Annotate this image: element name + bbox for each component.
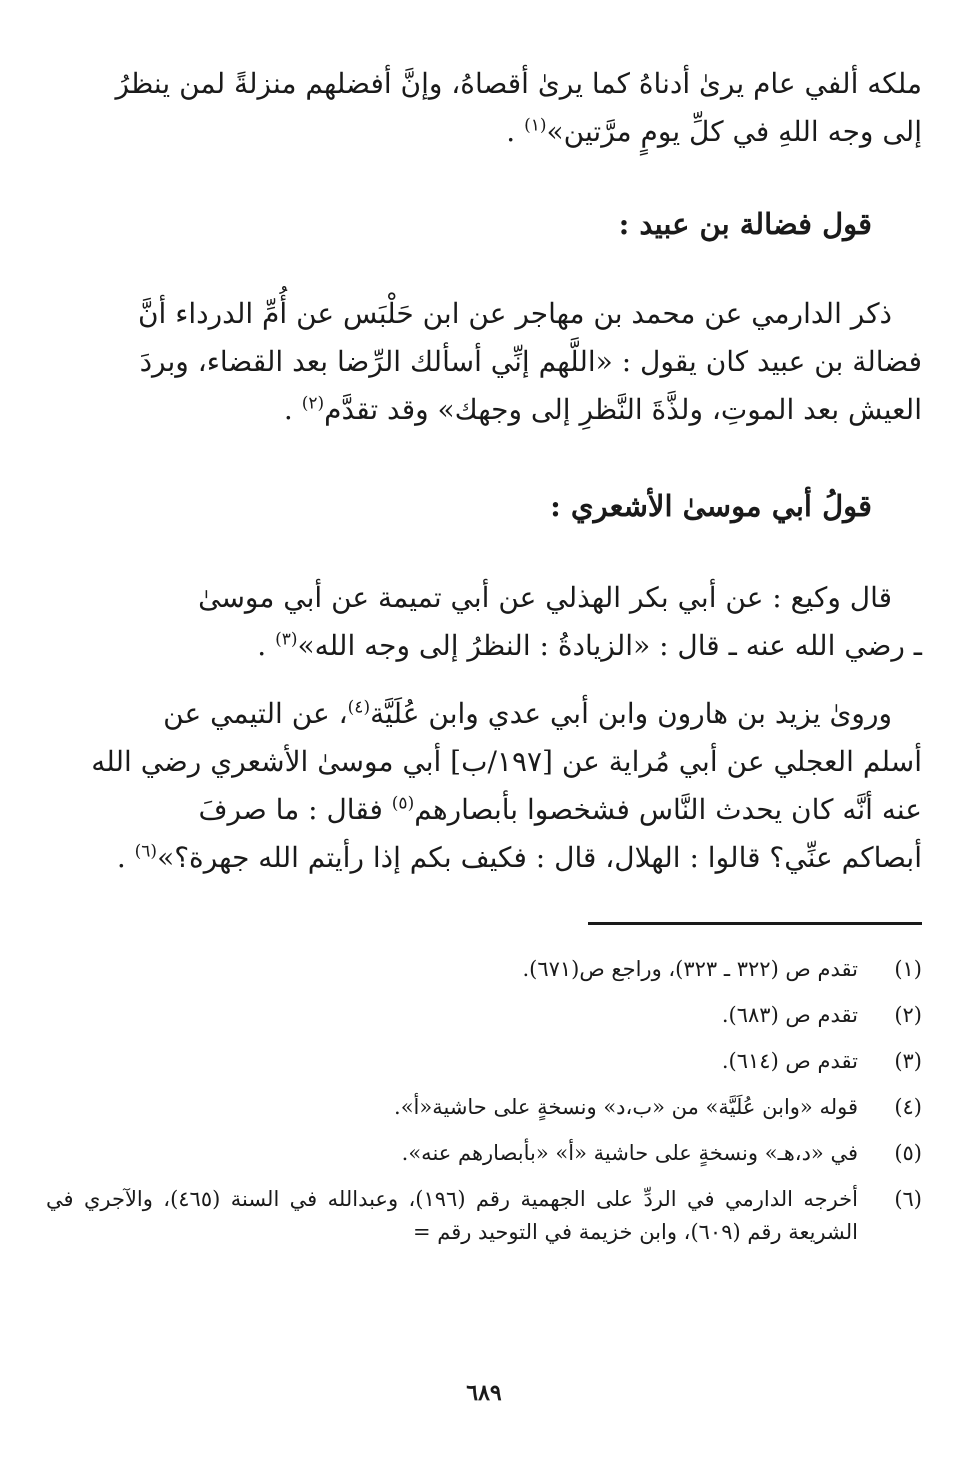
footnote-ref-2[interactable]: (٢): [301, 393, 325, 414]
paragraph-4-line-4: أبصاكم عنِّي؟ قالوا : الهلال، قال : فكيف بكم إذا رأيتم الله جهرة؟»: [157, 841, 922, 874]
paragraph-3-line-1: قال وكيع : عن أبي بكر الهذلي عن أبي تميمة عن أبي موسىٰ: [198, 581, 892, 614]
footnote-number: (٢): [894, 1003, 922, 1027]
footnote-5: [46, 1137, 922, 1170]
footnote-text: تقدم ص (٣٢٢ ـ ٣٢٣)، وراجع ص(٦٧١).: [522, 957, 858, 981]
heading-fadala: قول فضالة بن عبيد :: [618, 207, 872, 241]
paragraph-4-line-1b: ، عن التيمي عن: [163, 697, 348, 730]
paragraph-1-line-1: ملكه ألفي عام يرىٰ أدناهُ كما يرىٰ أقصاهُ، وإنَّ أفضلهم منزلةً لمن ينظرُ: [115, 67, 922, 100]
paragraph-4-line-2: أسلم العجلي عن أبي مُراية عن [١٩٧/ب] أبي موسىٰ الأشعري رضي الله: [91, 745, 922, 778]
footnote-4: [46, 1091, 922, 1124]
paragraph-2-line-3: العيش بعد الموتِ، ولذَّةَ النَّظرِ إلى وجهك» وقد تقدَّم: [324, 393, 922, 426]
footnote-number: (٥): [894, 1141, 922, 1165]
footnote-3: [46, 1045, 922, 1078]
footnotes: [46, 953, 922, 1249]
footnote-ref-5[interactable]: (٥): [391, 793, 415, 814]
page-number: ٦٨٩: [466, 1380, 502, 1406]
paragraph-4-end: .: [116, 841, 135, 874]
paragraph-4-line-3b: فقال : ما صرفَ: [198, 793, 392, 826]
page-body: [46, 60, 922, 1440]
footnote-ref-1[interactable]: (١): [524, 115, 547, 136]
footnote-number: (٦): [894, 1187, 922, 1211]
footnote-number: (١): [894, 957, 922, 981]
paragraph-3-line-2: ـ رضي الله عنه ـ قال : «الزيادةُ : النظرُ إلى وجه الله»: [297, 629, 922, 662]
footnote-text: قوله «وابن عُلَيَّة» من «ب،د» ونسخةٍ على حاشية«أ».: [394, 1095, 858, 1119]
paragraph-2-end: .: [283, 393, 302, 426]
footnote-6: [46, 1183, 922, 1249]
paragraph-2-line-2: فضالة بن عبيد كان يقول : «اللَّهم إنِّي أسألك الرِّضا بعد القضاء، وبردَ: [139, 345, 922, 378]
footnote-number: (٤): [894, 1095, 922, 1119]
footnote-1: [46, 953, 922, 986]
paragraph-4-line-3a: عنه أنَّه كان يحدث النَّاس فشخصوا بأبصارهم: [414, 793, 922, 826]
paragraph-1-end: .: [506, 115, 525, 148]
heading-abu-musa: قولُ أبي موسىٰ الأشعري :: [550, 489, 872, 523]
footnote-ref-4[interactable]: (٤): [347, 697, 371, 718]
footnote-separator: [588, 922, 922, 925]
paragraph-4: [46, 690, 922, 882]
footnote-number: (٣): [894, 1049, 922, 1073]
paragraph-2-line-1: ذكر الدارمي عن محمد بن مهاجر عن ابن حَلْبَس عن أُمِّ الدرداء أنَّ: [137, 297, 892, 330]
paragraph-2: [46, 290, 922, 434]
footnote-ref-3[interactable]: (٣): [275, 629, 298, 650]
paragraph-1: [46, 60, 922, 156]
footnote-text: في «د،هـ» ونسخةٍ على حاشية «أ» «بأبصارهم عنه».: [401, 1141, 858, 1165]
footnote-text: تقدم ص (٦١٤).: [721, 1049, 858, 1073]
paragraph-3: [46, 574, 922, 670]
footnote-text: تقدم ص (٦٨٣).: [721, 1003, 858, 1027]
footnote-text: أخرجه الدارمي في الردِّ على الجهمية رقم (١٩٦)، وعبدالله في السنة (٤٦٥)، والآجري في الشريعة رقم (٦٠٩)، وابن خزيمة في التوحيد رقم =: [46, 1187, 858, 1244]
paragraph-4-line-1a: وروىٰ يزيد بن هارون وابن أبي عدي وابن عُلَيَّة: [370, 697, 892, 730]
footnote-ref-6[interactable]: (٦): [134, 841, 158, 862]
footnote-2: [46, 999, 922, 1032]
paragraph-3-end: .: [257, 629, 276, 662]
paragraph-1-line-2: إلى وجه اللهِ في كلِّ يومٍ مرَّتين»: [546, 115, 922, 148]
